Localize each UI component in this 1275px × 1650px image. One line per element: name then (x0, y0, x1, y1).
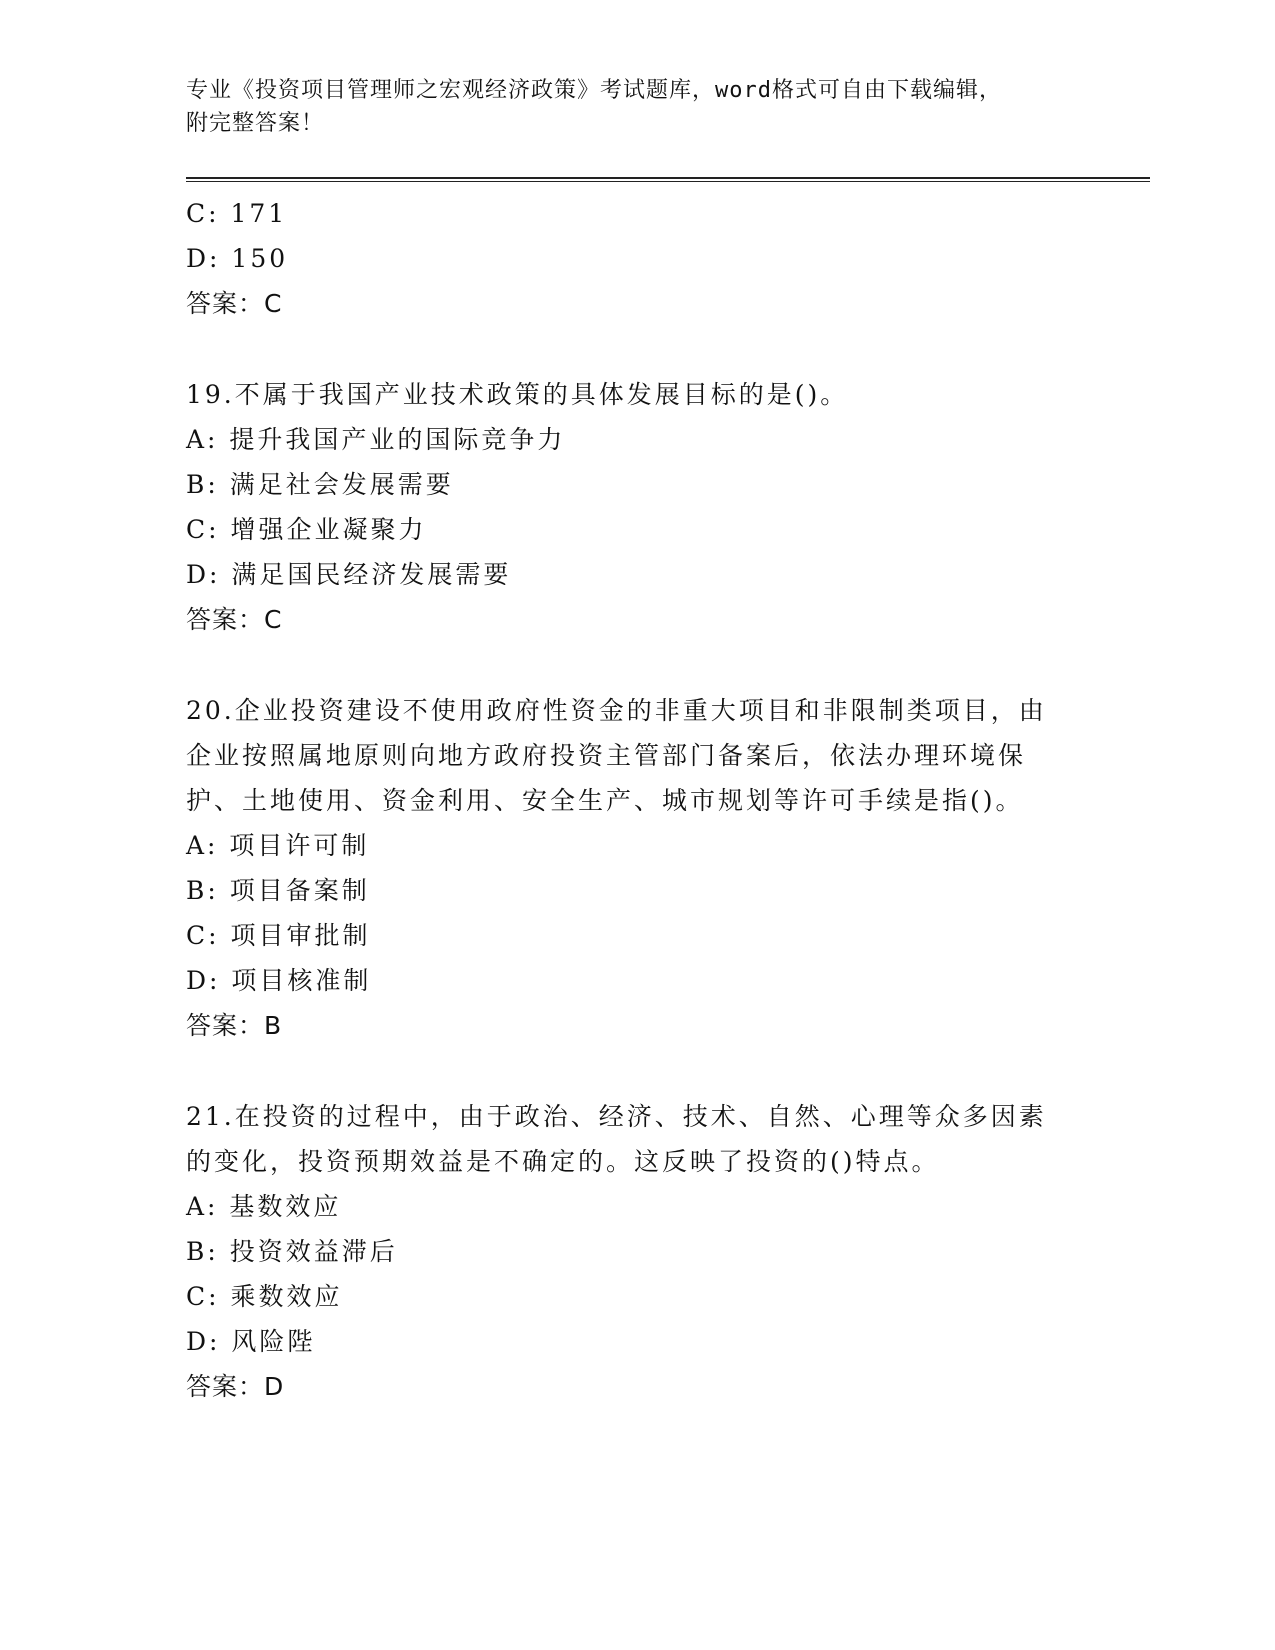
question-text: 的变化，投资预期效益是不确定的。这反映了投资的()特点。 (186, 1147, 940, 1176)
option-b: B: 项目备案制 (186, 876, 370, 905)
answer-line: 答案：C (186, 605, 283, 634)
option-d: D: 满足国民经济发展需要 (186, 560, 512, 589)
option-b: B: 投资效益滞后 (186, 1237, 398, 1266)
question-text: 21.在投资的过程中，由于政治、经济、技术、自然、心理等众多因素 (186, 1102, 1047, 1131)
option-c: C: 171 (186, 199, 288, 228)
option-a: A: 项目许可制 (186, 831, 370, 860)
option-a: A: 提升我国产业的国际竞争力 (186, 425, 566, 454)
option-c: C: 项目审批制 (186, 921, 371, 950)
header-line-1: 专业《投资项目管理师之宏观经济政策》考试题库，word格式可自由下载编辑， (186, 78, 1002, 103)
question-list (186, 191, 1086, 1409)
document-header (186, 74, 1066, 140)
option-d: D: 150 (186, 244, 289, 273)
question-21 (186, 1094, 1086, 1409)
header-divider-thin (186, 181, 1150, 182)
question-text: 19.不属于我国产业技术政策的具体发展目标的是()。 (186, 380, 849, 409)
answer-line: 答案：B (186, 1011, 283, 1040)
option-c: C: 增强企业凝聚力 (186, 515, 427, 544)
previous-question-tail (186, 191, 1086, 326)
question-19 (186, 372, 1086, 642)
header-divider (186, 177, 1150, 179)
option-d: D: 项目核准制 (186, 966, 372, 995)
option-b: B: 满足社会发展需要 (186, 470, 454, 499)
answer-line: 答案：D (186, 1372, 285, 1401)
question-text: 企业按照属地原则向地方政府投资主管部门备案后，依法办理环境保 (186, 741, 1027, 770)
question-20 (186, 688, 1086, 1048)
question-text: 20.企业投资建设不使用政府性资金的非重大项目和非限制类项目，由 (186, 696, 1047, 725)
header-line-2: 附完整答案！ (186, 111, 325, 136)
option-c: C: 乘数效应 (186, 1282, 343, 1311)
option-d: D: 风险陛 (186, 1327, 316, 1356)
option-a: A: 基数效应 (186, 1192, 342, 1221)
question-text: 护、土地使用、资金利用、安全生产、城市规划等许可手续是指()。 (186, 786, 1024, 815)
answer-line: 答案：C (186, 289, 283, 318)
